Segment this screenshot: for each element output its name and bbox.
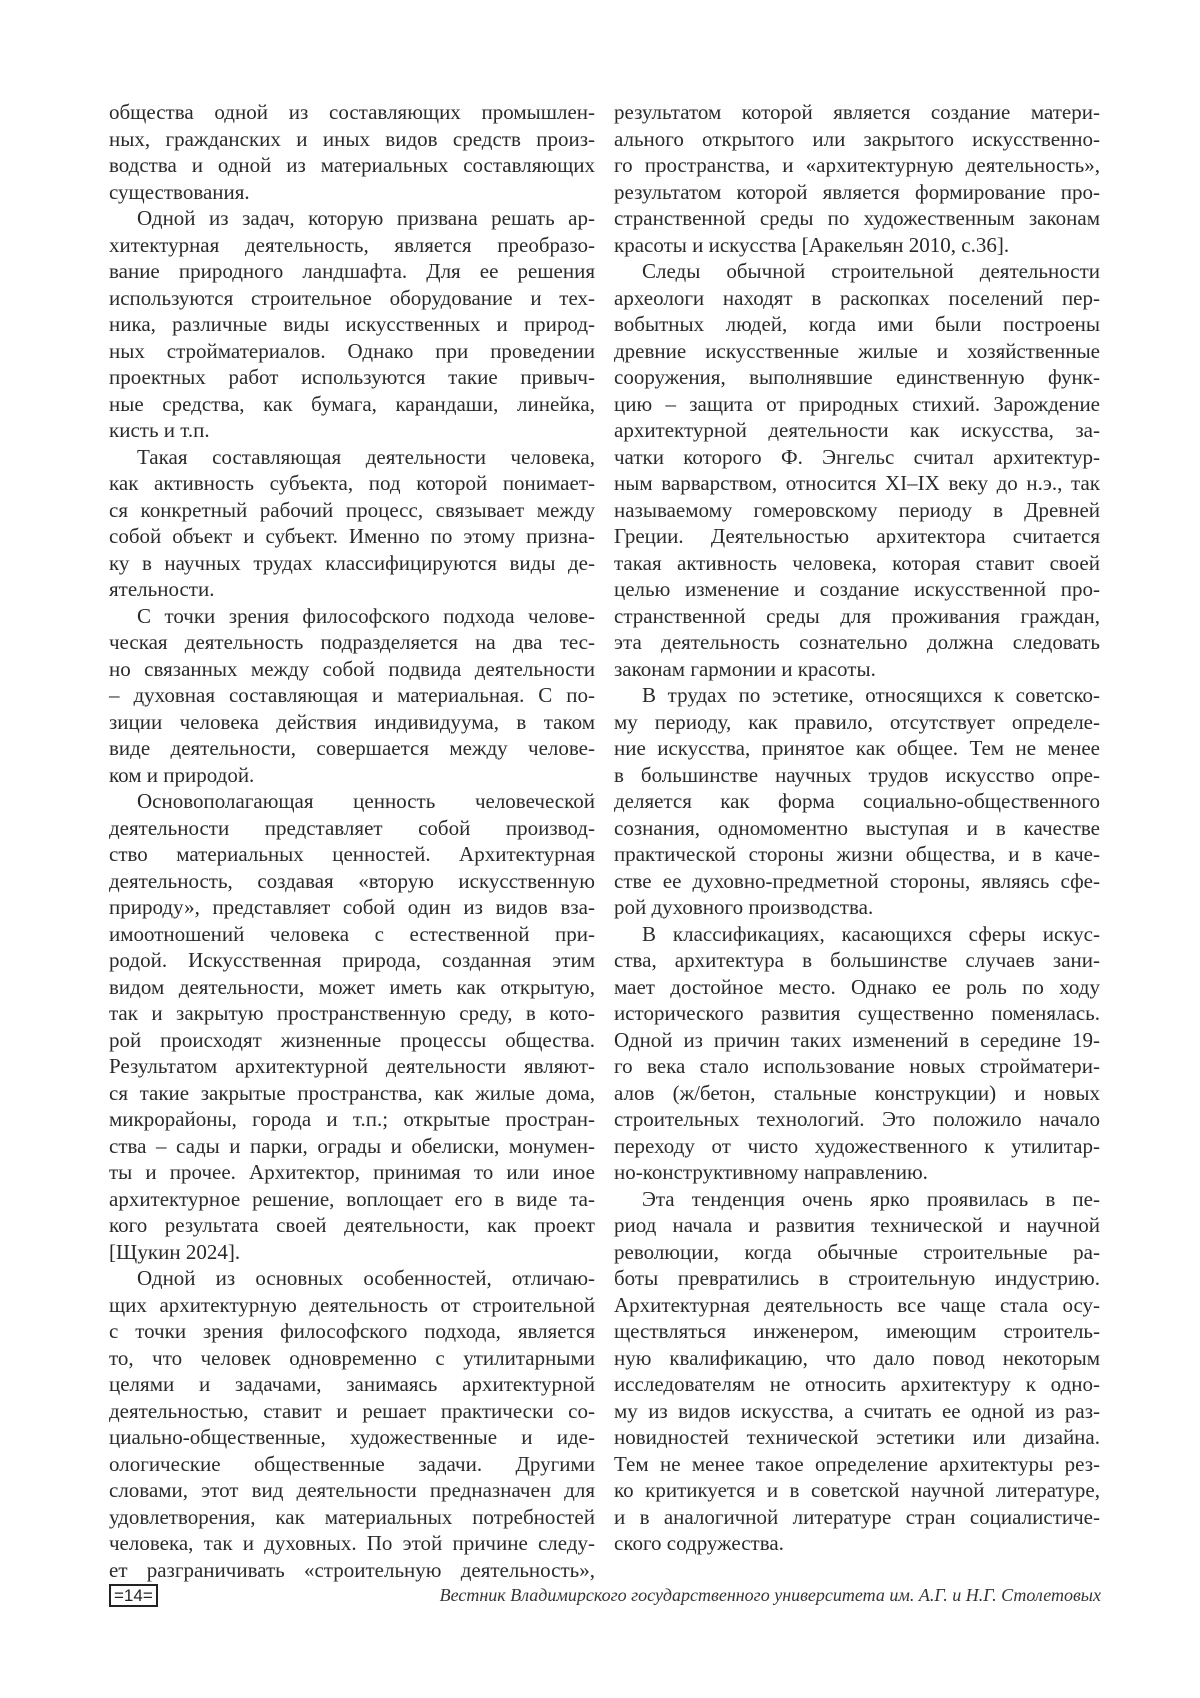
- text-line: ные средства, как бумага, карандаши, линейка,: [109, 391, 595, 418]
- text-line: му периоду, как правило, отсутствует определе-: [614, 709, 1100, 736]
- text-line: В трудах по эстетике, относящихся к советско-: [614, 682, 1100, 709]
- text-line: цию – защита от природных стихий. Зарождение: [614, 391, 1100, 418]
- text-line: ся конкретный рабочий процесс, связывает между: [109, 497, 595, 524]
- text-line: архитектурное решение, воплощает его в виде та-: [109, 1186, 595, 1213]
- text-line: мает достойное место. Однако ее роль по ходу: [614, 974, 1100, 1001]
- paragraph: [109, 603, 595, 789]
- page-number: =14=: [109, 1584, 158, 1607]
- text-line: так и закрытую пространственную среду, в кото-: [109, 1000, 595, 1027]
- text-line: целями и задачами, занимаясь архитектурной: [109, 1371, 595, 1398]
- text-line: Архитектурная деятельность все чаще стала осу-: [614, 1292, 1100, 1319]
- text-column-left: [109, 99, 595, 1583]
- text-line: природу», представляет собой один из видов вза-: [109, 894, 595, 921]
- text-line: но-конструктивному направлению.: [614, 1159, 1100, 1186]
- text-line: кисть и т.п.: [109, 417, 595, 444]
- text-line: используются строительное оборудование и тех-: [109, 285, 595, 312]
- text-line: алов (ж/бетон, стальные конструкции) и новых: [614, 1080, 1100, 1107]
- text-line: ко критикуется и в советской научной литературе,: [614, 1477, 1100, 1504]
- text-line: революции, когда обычные строительные ра-: [614, 1239, 1100, 1266]
- text-line: родой. Искусственная природа, созданная этим: [109, 947, 595, 974]
- paragraph: [109, 788, 595, 1265]
- text-line: имоотношений человека с естественной при-: [109, 921, 595, 948]
- text-line: го века стало использование новых стройматери-: [614, 1053, 1100, 1080]
- text-line: Основополагающая ценность человеческой: [109, 788, 595, 815]
- text-line: Следы обычной строительной деятельности: [614, 258, 1100, 285]
- text-line: чатки которого Ф. Энгельс считал архитектур-: [614, 444, 1100, 471]
- text-line: археологи находят в раскопках поселений пер-: [614, 285, 1100, 312]
- text-line: Греции. Деятельностью архитектора считается: [614, 523, 1100, 550]
- text-line: щих архитектурную деятельность от строительной: [109, 1292, 595, 1319]
- text-line: ет разграничивать «строительную деятельность»,: [109, 1557, 595, 1584]
- text-line: виде деятельности, совершается между челове-: [109, 735, 595, 762]
- text-line: микрорайоны, города и т.п.; открытые простран-: [109, 1106, 595, 1133]
- paragraph: [109, 99, 595, 205]
- text-line: общества одной из составляющих промышлен-: [109, 99, 595, 126]
- text-line: архитектурной деятельности как искусства, за-: [614, 417, 1100, 444]
- text-line: результатом которой является формирование про-: [614, 179, 1100, 206]
- text-line: рой духовного производства.: [614, 894, 1100, 921]
- text-line: [Щукин 2024].: [109, 1239, 595, 1266]
- text-line: результатом которой является создание матери-: [614, 99, 1100, 126]
- paragraph: [109, 1265, 595, 1583]
- text-line: новидностей технической эстетики или дизайна.: [614, 1424, 1100, 1451]
- text-line: Одной из причин таких изменений в середине 19-: [614, 1027, 1100, 1054]
- text-line: исследователям не относить архитектуру к одно-: [614, 1371, 1100, 1398]
- text-line: исторического развития существенно поменялась.: [614, 1000, 1100, 1027]
- text-line: в большинстве научных трудов искусство опре-: [614, 762, 1100, 789]
- text-line: сознания, одномоментно выступая и в качестве: [614, 815, 1100, 842]
- text-line: Эта тенденция очень ярко проявилась в пе-: [614, 1186, 1100, 1213]
- text-line: ных, гражданских и иных видов средств произ-: [109, 126, 595, 153]
- text-line: переходу от чисто художественного к утилитар-: [614, 1133, 1100, 1160]
- text-line: странственной среды для проживания граждан,: [614, 603, 1100, 630]
- text-line: Результатом архитектурной деятельности являют-: [109, 1053, 595, 1080]
- text-line: собой объект и субъект. Именно по этому призна-: [109, 523, 595, 550]
- text-line: проектных работ используются такие привыч-: [109, 364, 595, 391]
- text-line: В классификациях, касающихся сферы искус-: [614, 921, 1100, 948]
- text-line: ятельности.: [109, 576, 595, 603]
- text-line: эта деятельность сознательно должна следовать: [614, 629, 1100, 656]
- text-line: ство материальных ценностей. Архитектурная: [109, 841, 595, 868]
- text-line: С точки зрения философского подхода челове-: [109, 603, 595, 630]
- text-line: вобытных людей, когда ими были построены: [614, 311, 1100, 338]
- text-line: словами, этот вид деятельности предназначен для: [109, 1477, 595, 1504]
- text-line: вание природного ландшафта. Для ее решения: [109, 258, 595, 285]
- text-line: – духовная составляющая и материальная. С по-: [109, 682, 595, 709]
- text-line: рой происходят жизненные процессы общества.: [109, 1027, 595, 1054]
- text-line: деятельность, создавая «вторую искусственную: [109, 868, 595, 895]
- text-line: Одной из основных особенностей, отличаю-: [109, 1265, 595, 1292]
- text-line: ным варварством, относится XI–IX веку до н.э., так: [614, 470, 1100, 497]
- paragraph: [109, 205, 595, 444]
- text-line: древние искусственные жилые и хозяйственные: [614, 338, 1100, 365]
- text-line: как активность субъекта, под которой понимает-: [109, 470, 595, 497]
- text-line: такая активность человека, которая ставит своей: [614, 550, 1100, 577]
- text-line: законам гармонии и красоты.: [614, 656, 1100, 683]
- text-line: ального открытого или закрытого искусственно-: [614, 126, 1100, 153]
- text-line: водства и одной из материальных составляющих: [109, 152, 595, 179]
- text-line: ком и природой.: [109, 762, 595, 789]
- text-line: хитектурная деятельность, является преобразо-: [109, 232, 595, 259]
- page-footer: [109, 1584, 1101, 1608]
- text-line: го пространства, и «архитектурную деятельность»,: [614, 152, 1100, 179]
- text-line: деляется как форма социально-общественного: [614, 788, 1100, 815]
- paragraph: [614, 1186, 1100, 1557]
- journal-title: Вестник Владимирского государственного университета им. А.Г. и Н.Г. Столетовых: [440, 1585, 1101, 1606]
- paragraph: [109, 444, 595, 603]
- text-line: ты и прочее. Архитектор, принимая то или иное: [109, 1159, 595, 1186]
- text-line: деятельности представляет собой производ-: [109, 815, 595, 842]
- text-line: и в аналогичной литературе стран социалистиче-: [614, 1504, 1100, 1531]
- text-line: ние искусства, принятое как общее. Тем не менее: [614, 735, 1100, 762]
- text-line: ществляться инженером, имеющим строитель-: [614, 1318, 1100, 1345]
- text-line: практической стороны жизни общества, и в каче-: [614, 841, 1100, 868]
- text-line: ся такие закрытые пространства, как жилые дома,: [109, 1080, 595, 1107]
- paragraph: [614, 258, 1100, 682]
- text-line: боты превратились в строительную индустрию.: [614, 1265, 1100, 1292]
- paragraph: [614, 99, 1100, 258]
- text-line: существования.: [109, 179, 595, 206]
- text-line: циально-общественные, художественные и иде-: [109, 1424, 595, 1451]
- text-line: зиции человека действия индивидуума, в таком: [109, 709, 595, 736]
- text-line: строительных технологий. Это положило начало: [614, 1106, 1100, 1133]
- text-line: удовлетворения, как материальных потребностей: [109, 1504, 595, 1531]
- text-line: Тем не менее такое определение архитектуры рез-: [614, 1451, 1100, 1478]
- text-line: Одной из задач, которую призвана решать ар-: [109, 205, 595, 232]
- text-line: ную квалификацию, что дало повод некоторым: [614, 1345, 1100, 1372]
- text-line: видом деятельности, может иметь как открытую,: [109, 974, 595, 1001]
- text-line: целью изменение и создание искусственной про-: [614, 576, 1100, 603]
- text-line: ных стройматериалов. Однако при проведении: [109, 338, 595, 365]
- text-line: ческая деятельность подразделяется на два тес-: [109, 629, 595, 656]
- text-line: риод начала и развития технической и научной: [614, 1212, 1100, 1239]
- text-line: странственной среды по художественным законам: [614, 205, 1100, 232]
- text-line: ку в научных трудах классифицируются виды де-: [109, 550, 595, 577]
- text-line: человека, так и духовных. По этой причине следу-: [109, 1530, 595, 1557]
- text-line: ского содружества.: [614, 1530, 1100, 1557]
- text-line: ства, архитектура в большинстве случаев зани-: [614, 947, 1100, 974]
- text-line: ства – сады и парки, ограды и обелиски, монумен-: [109, 1133, 595, 1160]
- text-line: кого результата своей деятельности, как проект: [109, 1212, 595, 1239]
- text-column-right: [614, 99, 1100, 1557]
- text-line: называемому гомеровскому периоду в Древней: [614, 497, 1100, 524]
- text-line: деятельностью, ставит и решает практически со-: [109, 1398, 595, 1425]
- text-line: сооружения, выполнявшие единственную функ-: [614, 364, 1100, 391]
- text-line: стве ее духовно-предметной стороны, являясь сфе-: [614, 868, 1100, 895]
- text-line: Такая составляющая деятельности человека,: [109, 444, 595, 471]
- text-line: но связанных между собой подвида деятельности: [109, 656, 595, 683]
- text-line: ника, различные виды искусственных и природ-: [109, 311, 595, 338]
- text-line: красоты и искусства [Аракельян 2010, с.36].: [614, 232, 1100, 259]
- text-line: то, что человек одновременно с утилитарными: [109, 1345, 595, 1372]
- paragraph: [614, 921, 1100, 1186]
- text-line: с точки зрения философского подхода, является: [109, 1318, 595, 1345]
- paragraph: [614, 682, 1100, 921]
- text-line: му из видов искусства, а считать ее одной из раз-: [614, 1398, 1100, 1425]
- text-line: ологические общественные задачи. Другими: [109, 1451, 595, 1478]
